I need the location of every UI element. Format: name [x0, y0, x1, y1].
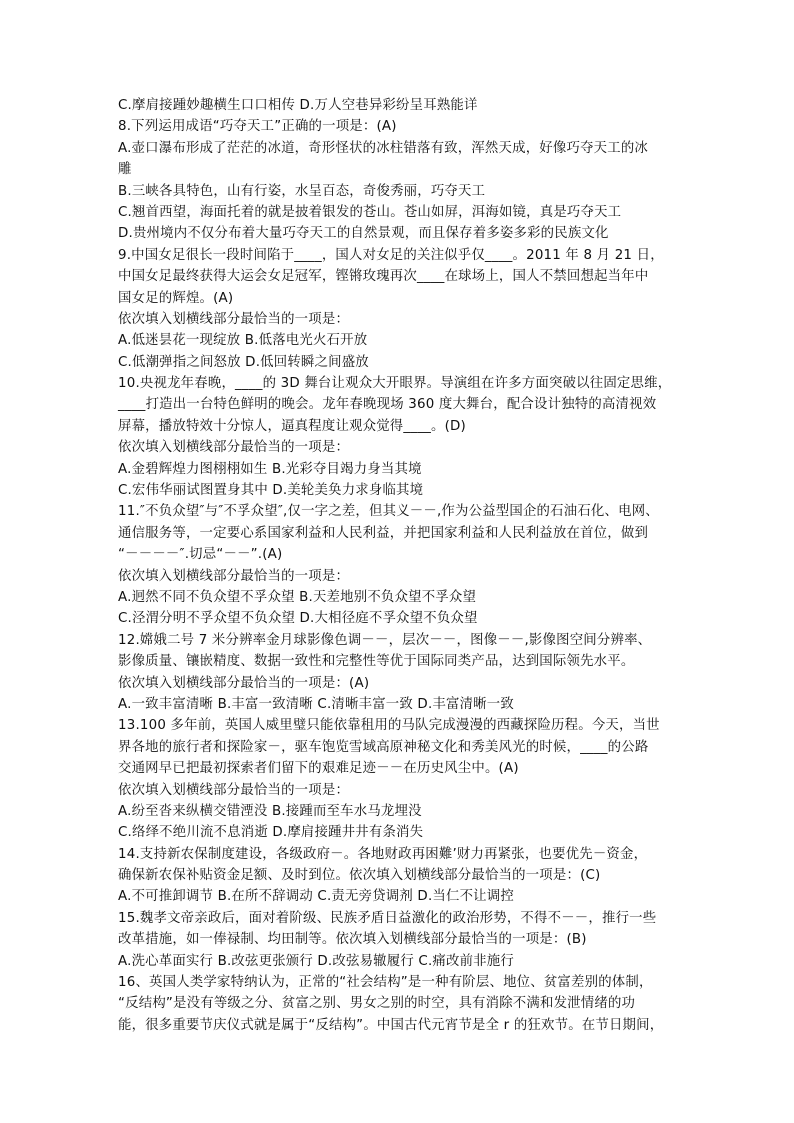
text-line: C.宏伟华丽试图置身其中 D.美轮美奂力求身临其境	[118, 483, 424, 499]
text-line: 改革措施，如一俸禄制、均田制等。依次填入划横线部分最恰当的一项是：(B)	[118, 932, 587, 948]
text-line: 雕	[118, 162, 132, 178]
text-line: 依次填入划横线部分最恰当的一项是：	[118, 311, 350, 327]
text-line: 能，很多重要节庆仪式就是属于“反结构”。中国古代元宵节是全 r 的狂欢节。在节日期间，	[118, 1017, 664, 1033]
text-line: 依次填入划横线部分最恰当的一项是：	[118, 440, 350, 456]
text-line: A.迥然不同不负众望不孚众望 B.天差地别不负众望不孚众望	[118, 589, 477, 605]
text-line: C.翘首西望，海面托着的就是披着银发的苍山。苍山如屏，洱海如镜，真是巧夺天工	[118, 204, 622, 220]
text-line: “－－－－″.切忌“－－”.(A)	[118, 547, 283, 563]
text-line: 确保新农保补贴资金足额、及时到位。依次填入划横线部分最恰当的一项是：(C)	[118, 868, 601, 884]
text-line: 中国女足最终获得大运会女足冠军，铿锵玫瑰再次____在球场上，国人不禁回想起当年中	[118, 269, 649, 285]
text-line: A.壶口瀑布形成了茫茫的冰道，奇形怪状的冰柱错落有致，浑然天成，好像巧夺天工的冰	[118, 140, 649, 156]
text-line: “反结构”是没有等级之分、贫富之别、男女之别的时空，具有消除不满和发泄情绪的功	[118, 996, 636, 1012]
text-line: 国女足的辉煌。(A)	[118, 290, 234, 306]
text-line: 8.下列运用成语“巧夺天工”正确的一项是：(A)	[118, 119, 397, 135]
text-line: 依次填入划横线部分最恰当的一项是：(A)	[118, 675, 370, 691]
text-line: 通信服务等，一定要心系国家利益和人民利益，并把国家利益和人民利益放在首位，做到	[118, 525, 649, 541]
text-line: 15.魏孝文帝亲政后，面对着阶级、民族矛盾日益激化的政治形势，不得不－－，推行一些	[118, 910, 657, 926]
text-line: C.络绎不绝川流不息消逝 D.摩肩接踵井井有条消失	[118, 825, 424, 841]
text-line: 16、英国人类学家特纳认为，正常的“社会结构”是一种有阶层、地位、贫富差别的体制，	[118, 975, 653, 991]
text-line: 依次填入划横线部分最恰当的一项是：	[118, 782, 350, 798]
text-line: 14.支持新农保制度建设，各级政府－。各地财政再困難’财力再紧张，也要优先－资金，	[118, 846, 648, 862]
text-line: A.低迷昙花一现绽放 B.低落电光火石开放	[118, 333, 368, 349]
text-line: D.贵州境内不仅分布着大量巧夺天工的自然景观，而且保存着多姿多彩的民族文化	[118, 226, 609, 242]
text-line: 9.中国女足很长一段时间陷于____，国人对女足的关注似乎仅____。2011 年 8 月 21 日，	[118, 247, 664, 263]
text-line: ____打造出一台特色鲜明的晚会。龙年春晚现场 360 度大舞台，配合设计独特的高清视效	[118, 397, 657, 413]
text-line: A.不可推卸调节 B.在所不辞调动 C.责无旁贷调剂 D.当仁不让调控	[118, 889, 514, 905]
text-line: 13.100 多年前，英国人威里璧只能依靠租用的马队完成漫漫的西藏探险历程。今天，当世	[118, 718, 660, 734]
text-line: 12.嫦娥二号 7 米分辨率金月球影像色调－－，层次－－，图像－－,影像图空间分辨率、	[118, 632, 652, 648]
document-page	[118, 95, 688, 1036]
text-line: 11.″不负众望″与″不孚众望″,仅一字之差，但其义－－,作为公益型国企的石油石化、电网、	[118, 504, 659, 520]
text-line: C.低潮弹指之间怒放 D.低回转瞬之间盛放	[118, 354, 369, 370]
text-line: 10.央视龙年春晚，____的 3D 舞台让观众大开眼界。导演组在许多方面突破以往固定思维，	[118, 376, 672, 392]
text-line: C.摩肩接踵妙趣横生口口相传 D.万人空巷异彩纷呈耳熟能详	[118, 98, 478, 113]
text-line: 交通网早已把最初探索者们留下的艰难足迹－－在历史风尘中。(A)	[118, 761, 519, 777]
text-line: 界各地的旅行者和探险家－，驱车饱览雪域高原神秘文化和秀美风光的时候，____的公路	[118, 739, 649, 755]
text-line: A.金碧辉煌力图栩栩如生 B.光彩夺目竭力身当其境	[118, 461, 422, 477]
text-line: C.泾渭分明不孚众望不负众望 D.大相径庭不孚众望不负众望	[118, 611, 478, 627]
text-line: 影像质量、镶嵌精度、数据一致性和完整性等优于国际同类产品，达到国际领先水平。	[118, 654, 635, 670]
text-line: A.洗心革面实行 B.改弦更张颁行 D.改弦易辙履行 C.痛改前非施行	[118, 953, 514, 969]
text-line: A.一致丰富清晰 B.丰富一致清晰 C.清晰丰富一致 D.丰富清晰一致	[118, 696, 514, 712]
text-line: B.三峡各具特色，山有行姿，水呈百态，奇俊秀丽，巧夺天工	[118, 183, 486, 199]
text-line: A.纷至沓来纵横交错湮没 B.接踵而至车水马龙埋没	[118, 803, 422, 819]
text-line: 屏幕，播放特效十分惊人，逼真程度让观众觉得____。(D)	[118, 418, 466, 434]
text-line: 依次填入划横线部分最恰当的一项是：	[118, 568, 350, 584]
